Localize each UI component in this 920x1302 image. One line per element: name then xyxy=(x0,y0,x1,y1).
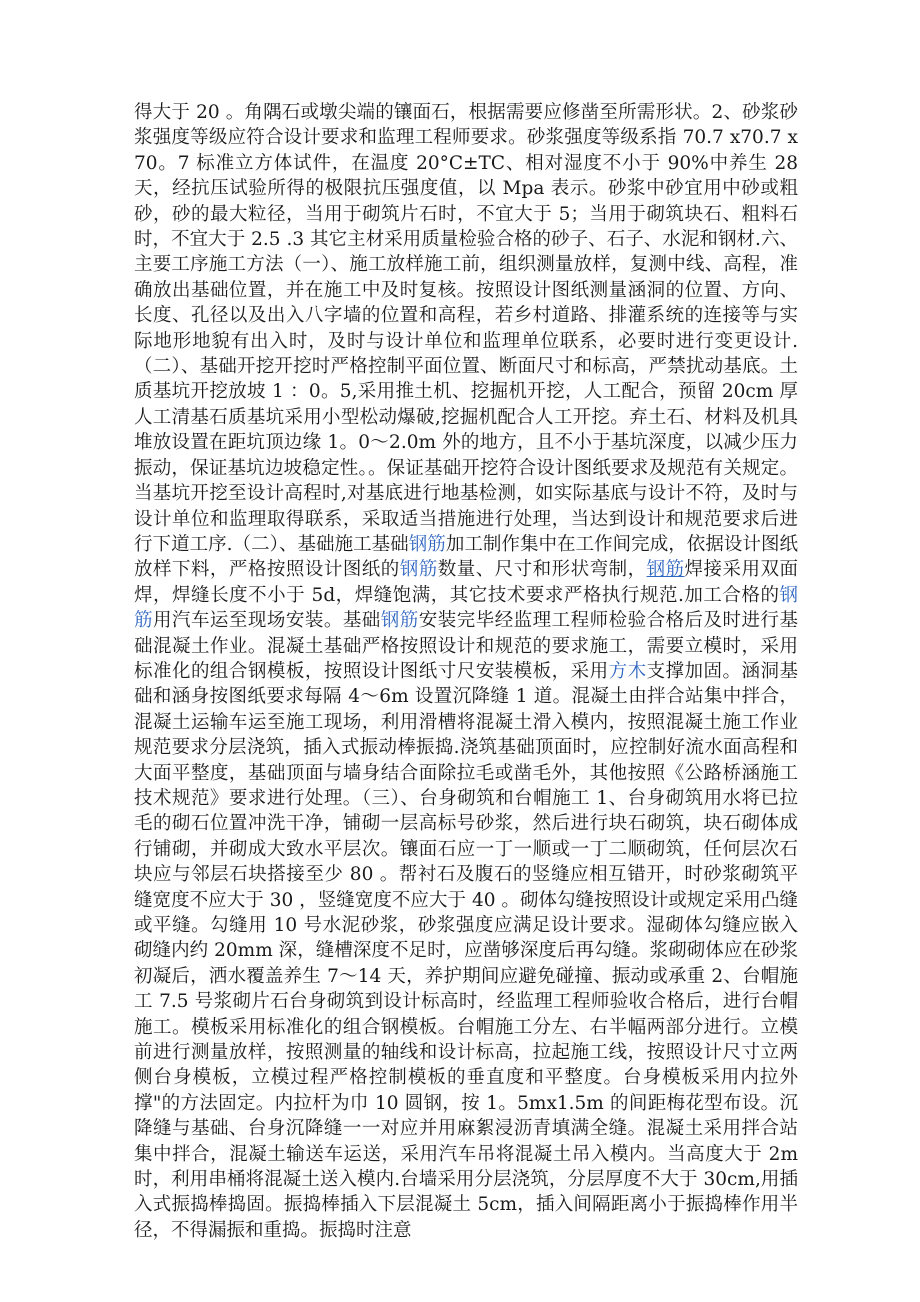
keyword-link-rebar[interactable]: 钢筋 xyxy=(399,559,438,581)
body-text: 得大于 20 。角隅石或墩尖端的镶面石，根据需要应修凿至所需形状。2、砂浆砂浆强度等级应符合设计要求和监理工程师要求。砂浆强度等级系指 70.7 x70.7 x70。7 标准立方体试件，在温度 20°C±TC、相对湿度不小于 90%中养生 28 天，经抗压试验所得的极限抗压强度值，以 Mpa 表示。砂浆中砂宜用中砂或粗砂，砂的最大粒径，当用于砌筑片石时，不宜大于 5；当用于砌筑块石、粗料石时，不宜大于 2.5 .3 其它主材采用质量检验合格的砂子、石子、水泥和钢材.六、主要工序施工方法（一）、施工放样施工前，组织测量放样，复测中线、高程，准确放出基础位置，并在施工中及时复核。按照设计图纸测量涵洞的位置、方向、长度、孔径以及出入八字墙的位置和高程，若乡村道路、排灌系统的连接等与实际地形地貌有出入时，及时与设计单位和监理单位联系，必要时进行变更设计.（二）、基础开挖开挖时严格控制平面位置、断面尺寸和标高，严禁扰动基底。土质基坑开挖放坡 1 ：0。5,采用推土机、挖掘机开挖，人工配合，预留 20cm 厚人工清基石质基坑采用小型松动爆破,挖掘机配合人工开挖。弃土石、材料及机具堆放设置在距坑顶边缘 1。0～2.0m 外的地方，且不小于基坑深度，以减少压力振动，保证基坑边坡稳定性。。保证基础开挖符合设计图纸要求及规范有关规定。当基坑开挖至设计高程时,对基底进行地基检测，如实际基底与设计不符，及时与设计单位和监理取得联系，采取适当措施进行处理，当达到设计和规范要求后进行下道工序.（二）、基础施工基础 xyxy=(134,102,798,555)
keyword-link-rebar[interactable]: 钢筋 xyxy=(646,559,685,581)
body-text: 焊接采用双面焊，焊缝长度不小于 5d，焊缝饱满，其它技术要求严格执行规范.加工合格的 xyxy=(134,559,798,606)
body-text: 用汽车运至现场安装。基础 xyxy=(152,610,381,632)
keyword-link-rebar[interactable]: 钢筋 xyxy=(408,533,446,555)
document-body xyxy=(134,100,798,1241)
body-text: 数量、尺寸和形状弯制， xyxy=(437,559,647,581)
body-text: 加工制作集中在工作间完成，依据设计图纸放样下料，严格按照设计图纸的 xyxy=(134,533,798,581)
keyword-link-rebar[interactable]: 钢筋 xyxy=(134,584,798,632)
body-text: 支撑加固。涵洞基础和涵身按图纸要求每隔 4～6m 设置沉降缝 1 道。混凝土由拌合站集中拌合，混凝土运输车运至施工现场，利用滑槽将混凝土滑入模内，按照混凝土施工作业规范要求分层浇筑，插入式振动棒振捣.浇筑基础顶面时，应控制好流水面高程和大面平整度，基础顶面与墙身结合面除拉毛或凿毛外，其他按照《公路桥涵施工技术规范》要求进行处理。（三）、台身砌筑和台帽施工 1、台身砌筑用水将已拉毛的砌石位置冲洗干净，铺砌一层高标号砂浆，然后进行块石砌筑，块石砌体成行铺砌，并砌成大致水平层次。镶面石应一丁一顺或一丁二顺砌筑，任何层次石块应与邻层石块搭接至少 80 。帮衬石及腹石的竖缝应相互错开，时砂浆砌筑平缝宽度不应大于 30 ，竖缝宽度不应大于 40 。砌体勾缝按照设计或规定采用凸缝或平缝。勾缝用 10 号水泥砂浆，砂浆强度应满足设计要求。湿砌体勾缝应嵌入砌缝内约 20mm 深，缝槽深度不足时，应凿够深度后再勾缝。浆砌砌体应在砂浆初凝后，洒水覆盖养生 7～14 天，养护期间应避免碰撞、振动或承重 2、台帽施工 7.5 号浆砌片石台身砌筑到设计标高时，经监理工程师验收合格后，进行台帽施工。模板采用标准化的组合钢模板。台帽施工分左、右半幅两部分进行。立模前进行测量放样，按照测量的轴线和设计标高，拉起施工线，按照设计尺寸立两侧台身模板，立模过程严格控制模板的垂直度和平整度。台身模板采用内拉外撑"的方法固定。内拉杆为巾 10 圆钢，按 1。5mx1.5m 的间距梅花型布设。沉降缝与基础、台身沉降缝一一对应并用麻絮浸沥青填满全缝。混凝土采用拌合站集中拌合，混凝土输送车运送，采用汽车吊将混凝土吊入模内。当高度大于 2m 时，利用串桶将混凝土送入模内.台墙采用分层浇筑，分层厚度不大于 30cm,用插入式振捣棒捣固。振捣棒插入下层混凝土 5cm，插入间隔距离小于振捣棒作用半径，不得漏振和重捣。振捣时注意 xyxy=(134,660,798,1241)
keyword-link-rebar[interactable]: 钢筋 xyxy=(380,610,419,632)
keyword-link-timber[interactable]: 方木 xyxy=(608,660,647,682)
body-text: 安装完毕经监理工程师检验合格后及时进行基础混凝土作业。混凝土基础严格按照设计和规范的要求施工，需要立模时，采用标准化的组合钢模板，按照设计图纸寸尺安装模板，采用 xyxy=(134,610,798,682)
